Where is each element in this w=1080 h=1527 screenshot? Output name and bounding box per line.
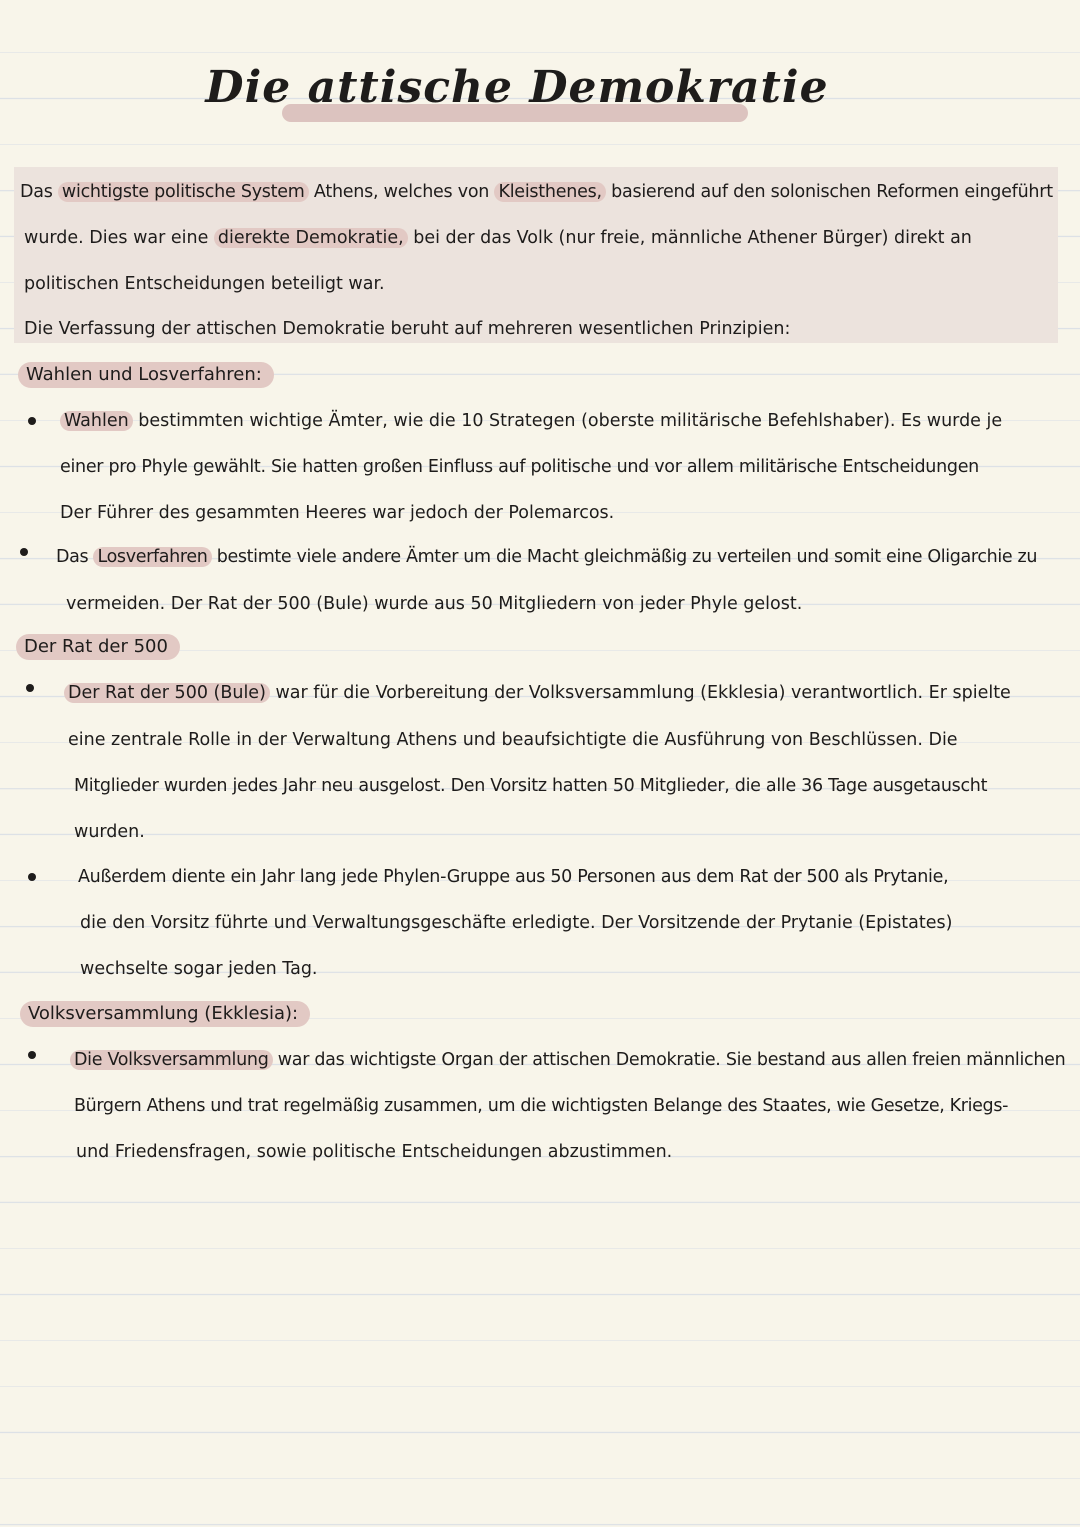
wahlen-bullet-1-line-1: Wahlen bestimmten wichtige Ämter, wie die 10 Strategen (oberste militärische Befehlshaber). Es wurde je [60,408,1002,434]
intro-line-2: wurde. Dies war eine dierekte Demokratie, bei der das Volk (nur freie, männliche Athener Bürger) direkt an [24,228,972,248]
rat-bullet-2-line-1: Außerdem diente ein Jahr lang jede Phylen-Gruppe aus 50 Personen aus dem Rat der 500 als Prytanie, [78,867,949,887]
highlight-direkte-demokratie: dierekte Demokratie, [214,228,408,248]
page-title: Die attische Demokratie [205,62,829,113]
bullet-point [28,873,36,881]
bullet-point [26,684,34,692]
rat-bullet-2-line-2: die den Vorsitz führte und Verwaltungsgeschäfte erledigte. Der Vorsitzende der Prytanie (Epistates) [80,913,953,933]
section-heading-volksversammlung: Volksversammlung (Ekklesia): [20,1001,310,1027]
highlight-kleisthenes: Kleisthenes, [494,182,605,202]
intro-line-1: Das wichtigste politische System Athens, welches von Kleisthenes, basierend auf den solonischen Reformen eingeführt [20,182,1053,202]
bullet-point [20,548,28,556]
highlight-rat-der-500: Der Rat der 500 (Bule) [64,683,270,703]
section-heading-wahlen: Wahlen und Losverfahren: [18,362,274,388]
section-heading-rat: Der Rat der 500 [16,634,180,660]
wahlen-bullet-2-line-2: vermeiden. Der Rat der 500 (Bule) wurde aus 50 Mitgliedern von jeder Phyle gelost. [66,594,803,614]
rat-bullet-1-line-4: wurden. [74,822,145,842]
wahlen-bullet-1-line-2: einer pro Phyle gewählt. Sie hatten großen Einfluss auf politische und vor allem militärische Entscheidungen [60,457,979,477]
highlight-volksversammlung: Die Volksversammlung [70,1050,273,1070]
highlight-wichtigste-system: wichtigste politische System [58,182,309,202]
bullet-point [28,417,36,425]
volk-bullet-1-line-2: Bürgern Athens und trat regelmäßig zusammen, um die wichtigsten Belange des Staates, wie Gesetze, Kriegs- [74,1096,1009,1116]
volk-bullet-1-line-3: und Friedensfragen, sowie politische Entscheidungen abzustimmen. [76,1142,673,1162]
bullet-point [28,1051,36,1059]
volk-bullet-1-line-1: Die Volksversammlung war das wichtigste Organ der attischen Demokratie. Sie bestand aus allen freien männlichen [70,1047,1065,1073]
wahlen-bullet-1-line-3: Der Führer des gesammten Heeres war jedoch der Polemarcos. [60,503,615,523]
highlight-losverfahren: Losverfahren [93,547,211,567]
highlight-wahlen: Wahlen [60,411,133,431]
wahlen-bullet-2-line-1: Das Losverfahren bestimte viele andere Ämter um die Macht gleichmäßig zu verteilen und somit eine Oligarchie zu [56,547,1038,567]
intro-line-3: politischen Entscheidungen beteiligt war. [24,274,385,294]
rat-bullet-1-line-3: Mitglieder wurden jedes Jahr neu ausgelost. Den Vorsitz hatten 50 Mitglieder, die alle 36 Tage ausgetauscht [74,776,988,796]
rat-bullet-1-line-2: eine zentrale Rolle in der Verwaltung Athens und beaufsichtigte die Ausführung von Beschlüssen. Die [68,730,958,750]
intro-line-4: Die Verfassung der attischen Demokratie beruht auf mehreren wesentlichen Prinzipien: [24,319,791,339]
rat-bullet-1-line-1: Der Rat der 500 (Bule) war für die Vorbereitung der Volksversammlung (Ekklesia) verantwortlich. Er spielte [64,680,1011,706]
rat-bullet-2-line-3: wechselte sogar jeden Tag. [80,959,318,979]
